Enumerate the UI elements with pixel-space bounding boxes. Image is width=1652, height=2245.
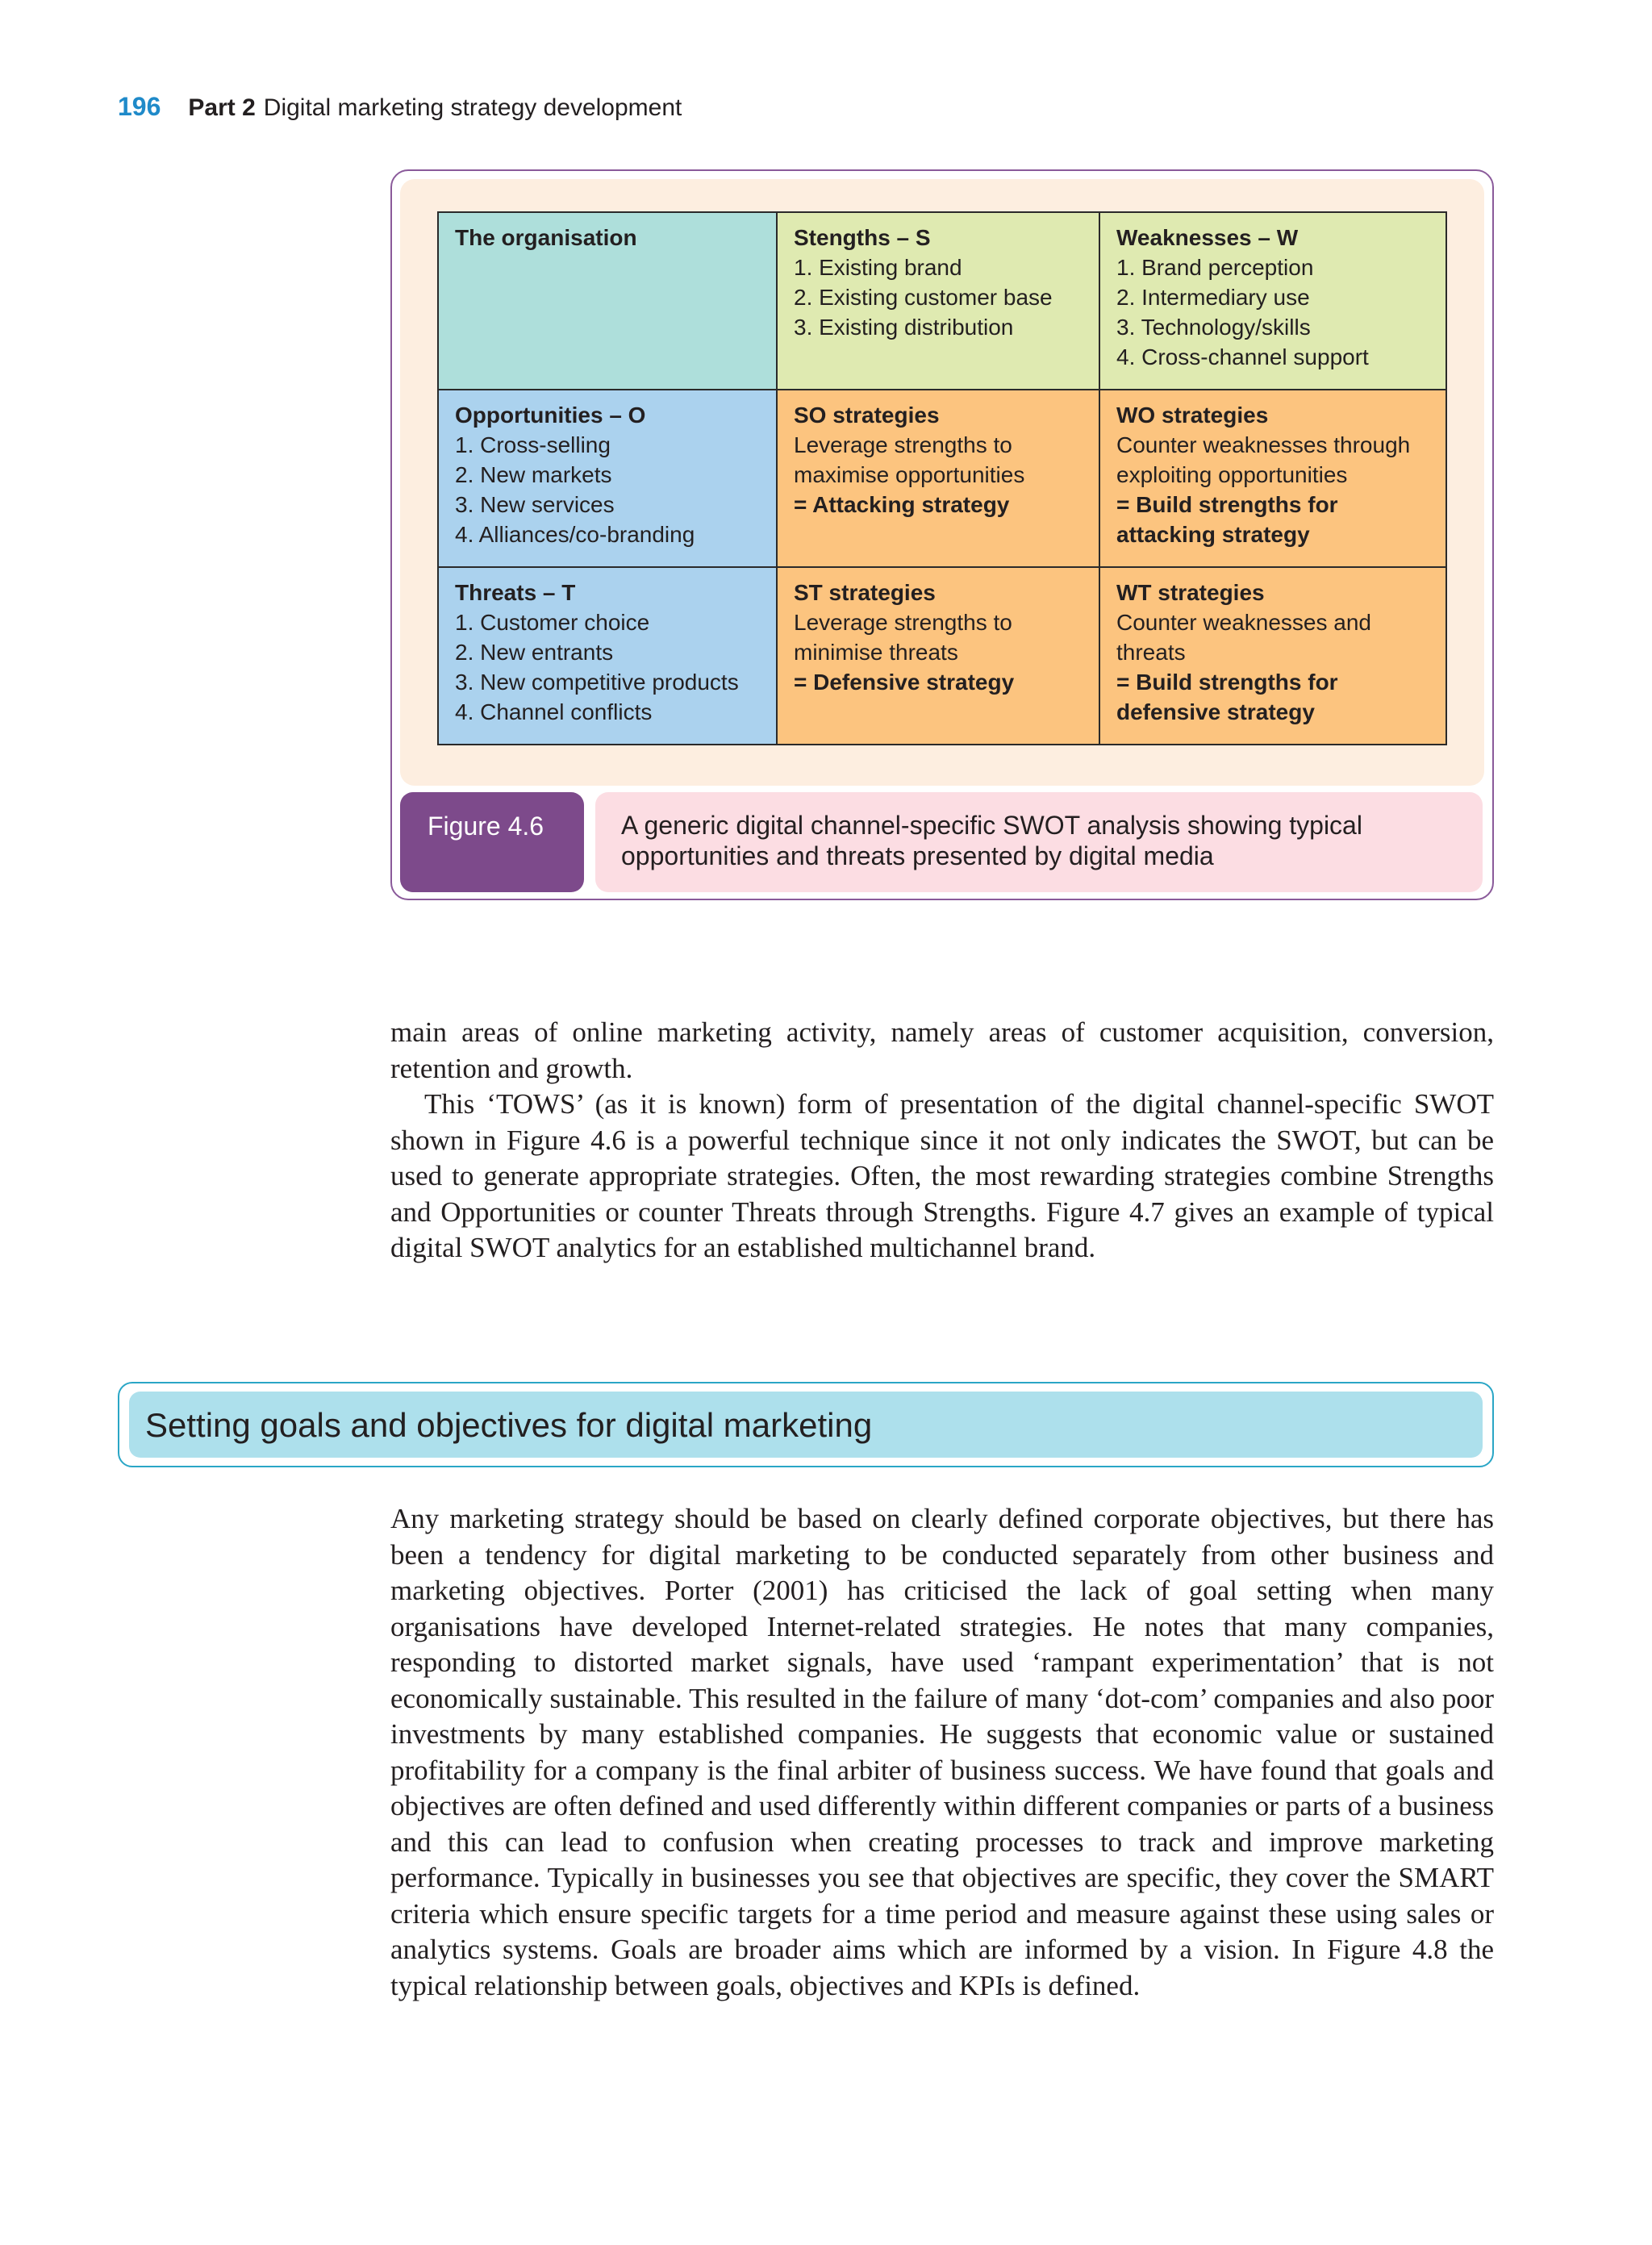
so-line: maximise opportunities [794,462,1025,487]
caption-line: opportunities and threats presented by digital media [621,841,1214,870]
swot-row-threats [438,567,1446,745]
weakness-item: 2. Intermediary use [1116,285,1310,310]
threat-item: 2. New entrants [455,640,614,665]
cell-wo-strategies [1099,390,1446,567]
figure-4-6 [390,169,1494,900]
wt-title: WT strategies [1116,580,1265,605]
swot-table [437,211,1447,745]
opportunity-item: 3. New services [455,492,615,517]
swot-row-opportunities [438,390,1446,567]
paragraph: main areas of online marketing activity, namely areas of customer acquisition, conversion, retention and growth. [390,1016,1494,1084]
cell-weaknesses [1099,212,1446,390]
so-title: SO strategies [794,403,940,428]
cell-opportunities [438,390,777,567]
section-heading-box [118,1382,1494,1467]
so-line: Leverage strengths to [794,432,1012,457]
section-body [390,1501,1494,2004]
cell-st-strategies [777,567,1099,745]
cell-wt-strategies [1099,567,1446,745]
section-heading-fill [129,1392,1483,1458]
opportunity-item: 1. Cross-selling [455,432,611,457]
weakness-item: 1. Brand perception [1116,255,1314,280]
threat-item: 4. Channel conflicts [455,699,653,724]
weaknesses-title: Weaknesses – W [1116,225,1299,250]
figure-label: Figure 4.6 [400,792,584,892]
cell-threats [438,567,777,745]
paragraph: This ‘TOWS’ (as it is known) form of presentation of the digital channel-specific SWOT shown in Figure 4.6 is a powerful technique since it not only indicates the SWOT, but can be used to generate appropriate strategies. Often, the most rewarding strategies combine Strengths and Opportunities or counter Threats through Strengths. Figure 4.7 gives an example of typical digital SWOT analytics for an established multichannel brand. [390,1088,1494,1263]
cell-strengths [777,212,1099,390]
cell-organisation [438,212,777,390]
strength-item: 3. Existing distribution [794,315,1014,340]
st-line: minimise threats [794,640,958,665]
weakness-item: 4. Cross-channel support [1116,344,1369,369]
running-header [118,92,682,122]
wo-line: exploiting opportunities [1116,462,1348,487]
opportunity-item: 2. New markets [455,462,612,487]
cell-so-strategies [777,390,1099,567]
so-result: = Attacking strategy [794,492,1010,517]
header-title: Digital marketing strategy development [263,94,682,121]
strength-item: 1. Existing brand [794,255,962,280]
wt-line: threats [1116,640,1186,665]
st-title: ST strategies [794,580,936,605]
section-title: Setting goals and objectives for digital marketing [145,1406,873,1444]
threat-item: 3. New competitive products [455,670,739,695]
threat-item: 1. Customer choice [455,610,650,635]
wt-result: = Build strengths for [1116,670,1338,695]
wo-title: WO strategies [1116,403,1269,428]
wt-result: defensive strategy [1116,699,1315,724]
threats-title: Threats – T [455,580,576,605]
strength-item: 2. Existing customer base [794,285,1053,310]
opportunities-title: Opportunities – O [455,403,646,428]
page-number: 196 [118,92,161,121]
part-label: Part 2 [188,94,256,121]
wt-line: Counter weaknesses and [1116,610,1371,635]
opportunity-item: 4. Alliances/co-branding [455,522,695,547]
weakness-item: 3. Technology/skills [1116,315,1311,340]
caption-line: A generic digital channel-specific SWOT analysis showing typical [621,811,1362,840]
wo-result: attacking strategy [1116,522,1310,547]
wo-result: = Build strengths for [1116,492,1338,517]
st-line: Leverage strengths to [794,610,1012,635]
wo-line: Counter weaknesses through [1116,432,1411,457]
st-result: = Defensive strategy [794,670,1015,695]
strengths-title: Stengths – S [794,225,931,250]
swot-row-header [438,212,1446,390]
figure-caption [595,792,1483,892]
paragraph: Any marketing strategy should be based on clearly defined corporate objectives, but there has been a tendency for digital marketing to be conducted separately from other business and marketing objectives. Porter (2001) has criticised the lack of goal setting when many organisations have developed Internet-related strategies. He notes that many companies, responding to distorted market signals, have used ‘rampant experimentation’ that is not economically sustainable. This resulted in the failure of many ‘dot-com’ companies and also poor investments by many established companies. He suggests that economic value or sustained profitability for a company is the final arbiter of business success. We have found that goals and objectives are often defined and used differently within different companies or parts of a business and this can lead to confusion when creating processes to track and improve marketing performance. Typically in businesses you see that objectives are specific, they cover the SMART criteria which ensure specific targets for a time period and measure against these using sales or analytics systems. Goals are broader aims which are informed by a vision. In Figure 4.8 the typical relationship between goals, objectives and KPIs is defined. [390,1503,1494,2001]
body-paragraphs [390,1015,1494,1266]
organisation-label: The organisation [455,225,637,250]
